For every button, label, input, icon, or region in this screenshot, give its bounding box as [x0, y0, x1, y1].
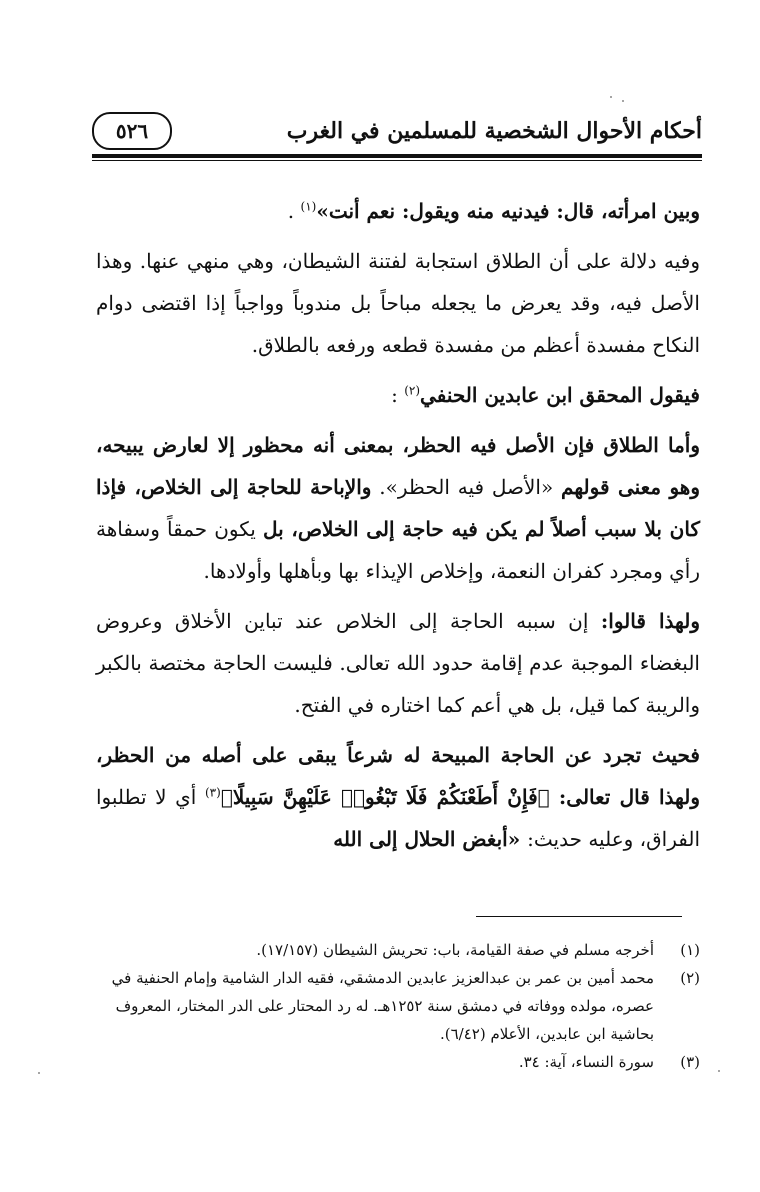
quran-verse: ﴿فَإِنْ أَطَعْنَكُمْ فَلَا تَبْغُوا۟ عَلَيْهِنَّ سَبِيلًا﴾: [220, 785, 559, 809]
paragraph-1-end: .: [287, 199, 295, 223]
paragraph-3-end: :: [391, 383, 398, 407]
paragraph-3-text: فيقول المحقق ابن عابدين الحنفي: [420, 383, 700, 407]
footnote-3: [96, 1048, 700, 1076]
header-rule-thick: [92, 154, 702, 158]
header-rule-thin: [92, 160, 702, 161]
paragraph-5-lead: ولهذا قالوا:: [600, 609, 700, 633]
page-number-badge: ٥٢٦: [92, 112, 172, 150]
footnote-text: أخرجه مسلم في صفة القيامة، باب: تحريش الشيطان (١٧/١٥٧).: [256, 941, 654, 959]
paragraph-5-rest: إن سببه الحاجة إلى الخلاص عند تباين الأخلاق وعروض البغضاء الموجبة عدم إقامة حدود الله تعالى. فليست الحاجة مختصة بالكبر والريبة كما قيل، بل هي أعم كما اختاره في الفتح.: [96, 609, 700, 717]
paragraph-1-text: وبين امرأته، قال: فيدنيه منه ويقول: نعم أنت»: [316, 199, 700, 223]
footnote-ref-2: (٢): [404, 383, 421, 398]
footnote-text: محمد أمين بن عمر بن عبدالعزيز عابدين الدمشقي، فقيه الدار الشامية وإمام الحنفية في عصره، مولده ووفاته في دمشق سنة ١٢٥٢هـ. له رد المحتار على الدر المختار، المعروف بحاشية ابن عابدين، الأعلام (٦/٤٢).: [111, 969, 654, 1043]
footnote-number: (٢): [680, 969, 700, 987]
paragraph-6: [96, 734, 700, 860]
footnote-separator: [476, 916, 682, 917]
page-header: [92, 108, 702, 158]
scan-speck: [610, 96, 612, 98]
footnote-ref-1: (١): [300, 199, 317, 214]
scan-speck: [622, 100, 624, 102]
scan-speck: [718, 1070, 720, 1072]
footnote-1: [96, 936, 700, 964]
paragraph-4: [96, 424, 700, 592]
paragraph-2: وفيه دلالة على أن الطلاق استجابة لفتنة الشيطان، وهي منهي عنها. وهذا الأصل فيه، وقد يعرض ما يجعله مباحاً بل مندوباً وواجباً إذا اقتضى دوام النكاح مفسدة أعظم من مفسدة قطعه ورفعه بالطلاق.: [96, 249, 700, 357]
paragraph-1: [96, 190, 700, 232]
footnotes: [96, 936, 700, 1076]
paragraph-4-lead: وأما الطلاق فإن الأصل فيه الحظر، بمعنى أنه محظور إلا لعارض يبيحه، وهو معنى قولهم: [96, 433, 700, 499]
footnote-ref-3: (٣): [204, 785, 221, 800]
paragraph-6-rest: أي لا تطلبوا الفراق، وعليه حديث:: [96, 785, 700, 851]
scan-speck: [38, 1072, 40, 1074]
footnote-2: [96, 964, 700, 1048]
hadith-quote: «أبغض الحلال إلى الله: [333, 827, 528, 851]
paragraph-5: [96, 600, 700, 726]
paragraph-3: [96, 374, 700, 416]
paragraph-4-rest-2: يكون حمقاً وسفاهة رأي ومجرد كفران النعمة، وإخلاص الإيذاء بها وبأهلها وأولادها.: [96, 517, 700, 583]
paragraph-6-lead: فحيث تجرد عن الحاجة المبيحة له شرعاً يبقى على أصله من الحظر، ولهذا قال تعالى:: [96, 743, 700, 809]
footnote-text: سورة النساء، آية: ٣٤.: [518, 1053, 654, 1071]
main-text: [96, 190, 700, 868]
footnote-number: (١): [680, 941, 700, 959]
running-title: أحكام الأحوال الشخصية للمسلمين في الغرب: [286, 118, 702, 144]
paragraph-4-rest-1: والإباحة للحاجة إلى الخلاص، فإذا كان بلا سبب أصلاً لم يكن فيه حاجة إلى الخلاص، بل: [96, 475, 700, 541]
footnote-number: (٣): [680, 1053, 700, 1071]
paragraph-4-quote: «الأصل فيه الحظر».: [371, 475, 562, 499]
